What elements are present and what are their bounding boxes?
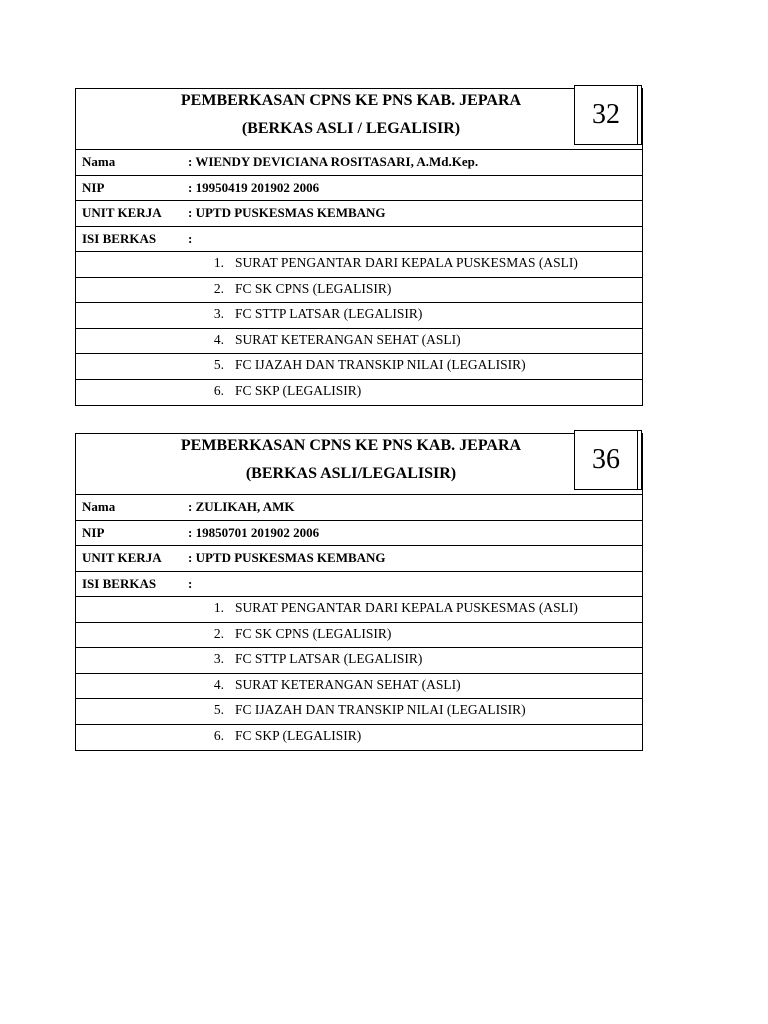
field-value: :: [188, 230, 193, 246]
card-title: PEMBERKASAN CPNS KE PNS KAB. JEPARA: [180, 92, 522, 109]
field-value: : 19950419 201902 2006: [188, 179, 320, 195]
list-item: [76, 597, 642, 623]
list-item-text: FC SKP (LEGALISIR): [235, 727, 362, 743]
list-item-number: 1.: [213, 600, 224, 615]
list-item-text: SURAT KETERANGAN SEHAT (ASLI): [235, 331, 461, 347]
file-number-box: [574, 430, 638, 490]
list-item-text: FC SK CPNS (LEGALISIR): [235, 625, 392, 641]
field-row-isi-berkas: [76, 572, 642, 598]
card-subtitle: (BERKAS ASLI/LEGALISIR): [245, 465, 457, 482]
file-number: 32: [592, 99, 620, 130]
list-item-number: 5.: [213, 702, 224, 717]
list-item-text: SURAT PENGANTAR DARI KEPALA PUSKESMAS (ASLI): [235, 255, 578, 270]
list-item-number: 3.: [213, 651, 224, 666]
field-value: : ZULIKAH, AMK: [188, 499, 295, 514]
field-label: Nama: [82, 154, 116, 169]
list-item: [76, 329, 642, 355]
list-item: [76, 648, 642, 674]
list-item-text: FC IJAZAH DAN TRANSKIP NILAI (LEGALISIR): [235, 702, 526, 717]
card-subtitle: (BERKAS ASLI / LEGALISIR): [241, 120, 461, 137]
field-value: : UPTD PUSKESMAS KEMBANG: [188, 550, 386, 565]
card-title: PEMBERKASAN CPNS KE PNS KAB. JEPARA: [180, 437, 522, 454]
field-row-nama: [76, 495, 642, 521]
field-row-unit-kerja: [76, 201, 642, 227]
list-item-number: 6.: [213, 382, 224, 398]
list-item-number: 2.: [213, 280, 224, 296]
field-value: : UPTD PUSKESMAS KEMBANG: [188, 205, 386, 220]
card-header: [76, 434, 642, 495]
list-item: [76, 725, 642, 751]
list-item-text: FC STTP LATSAR (LEGALISIR): [235, 306, 423, 321]
field-value: : 19850701 201902 2006: [188, 524, 320, 540]
list-item-text: FC STTP LATSAR (LEGALISIR): [235, 651, 423, 666]
list-item-text: FC IJAZAH DAN TRANSKIP NILAI (LEGALISIR): [235, 357, 526, 372]
document-card-1: [75, 88, 643, 406]
file-number: 36: [592, 444, 620, 475]
field-value: :: [188, 575, 193, 591]
field-label: ISI BERKAS: [82, 575, 157, 591]
list-item: [76, 252, 642, 278]
list-item-number: 4.: [213, 331, 224, 347]
list-item-text: FC SKP (LEGALISIR): [235, 382, 362, 398]
list-item: [76, 699, 642, 725]
field-label: NIP: [82, 179, 105, 195]
list-item: [76, 674, 642, 700]
list-item-number: 1.: [213, 255, 224, 270]
list-item-text: SURAT PENGANTAR DARI KEPALA PUSKESMAS (ASLI): [235, 600, 578, 615]
file-number-box: [574, 85, 638, 145]
field-row-isi-berkas: [76, 227, 642, 253]
field-row-nip: [76, 176, 642, 202]
field-row-unit-kerja: [76, 546, 642, 572]
list-item: [76, 303, 642, 329]
list-item: [76, 278, 642, 304]
field-value: : WIENDY DEVICIANA ROSITASARI, A.Md.Kep.: [188, 154, 479, 169]
field-label: Nama: [82, 499, 116, 514]
field-row-nip: [76, 521, 642, 547]
list-item-number: 4.: [213, 676, 224, 692]
field-label: UNIT KERJA: [82, 550, 162, 565]
list-item: [76, 380, 642, 406]
list-item-text: SURAT KETERANGAN SEHAT (ASLI): [235, 676, 461, 692]
list-item-number: 6.: [213, 727, 224, 743]
field-label: UNIT KERJA: [82, 205, 162, 220]
list-item: [76, 623, 642, 649]
list-item: [76, 354, 642, 380]
field-row-nama: [76, 150, 642, 176]
list-item-number: 3.: [213, 306, 224, 321]
list-item-number: 5.: [213, 357, 224, 372]
list-item-number: 2.: [213, 625, 224, 641]
document-card-2: [75, 433, 643, 751]
field-label: ISI BERKAS: [82, 230, 157, 246]
card-header: [76, 89, 642, 150]
field-label: NIP: [82, 524, 105, 540]
list-item-text: FC SK CPNS (LEGALISIR): [235, 280, 392, 296]
